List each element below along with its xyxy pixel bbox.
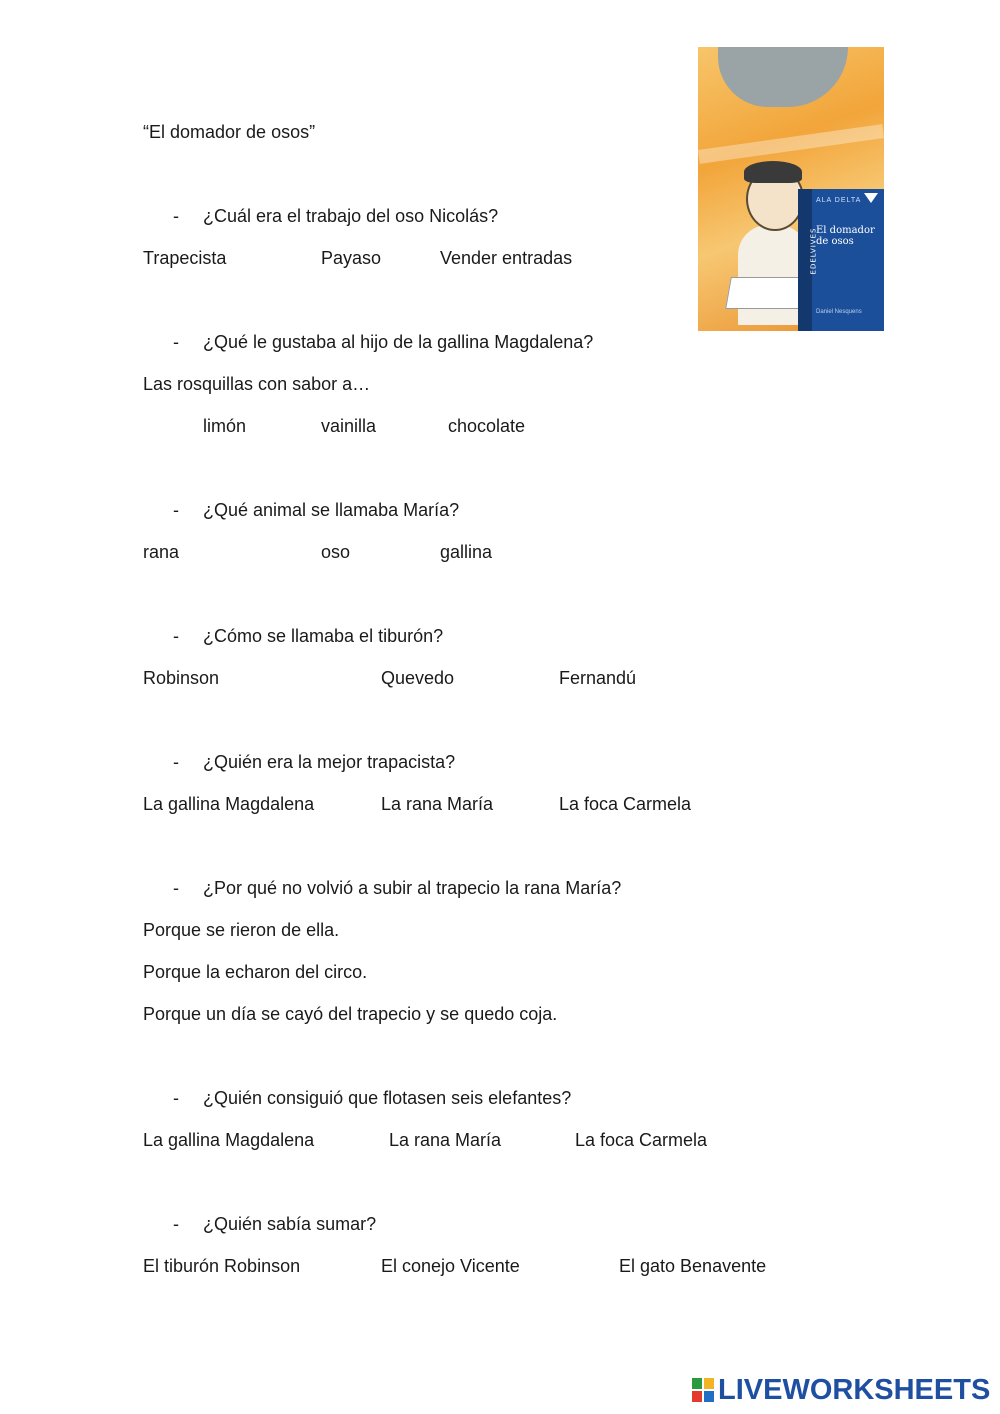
- option-5b[interactable]: La rana María: [381, 794, 494, 814]
- question-2: ¿Qué le gustaba al hijo de la gallina Magdalena?: [203, 332, 594, 352]
- option-3a[interactable]: rana: [143, 542, 180, 562]
- question-8: ¿Quién sabía sumar?: [203, 1214, 377, 1234]
- option-2c[interactable]: chocolate: [448, 416, 526, 436]
- option-3c[interactable]: gallina: [440, 542, 493, 562]
- question-bullet: -: [173, 1214, 179, 1234]
- option-8a[interactable]: El tiburón Robinson: [143, 1256, 301, 1276]
- question-bullet: -: [173, 752, 179, 772]
- option-4a[interactable]: Robinson: [143, 668, 220, 688]
- option-1a[interactable]: Trapecista: [143, 248, 227, 268]
- option-7b[interactable]: La rana María: [389, 1130, 502, 1150]
- option-5c[interactable]: La foca Carmela: [559, 794, 692, 814]
- cover-publisher: EDELVIVES: [809, 227, 818, 275]
- question-3: ¿Qué animal se llamaba María?: [203, 500, 460, 520]
- page-title: “El domador de osos”: [143, 122, 316, 142]
- question-bullet: -: [173, 1088, 179, 1108]
- liveworksheets-logo-text: LIVEWORKSHEETS: [718, 1374, 991, 1406]
- question-2-lead: Las rosquillas con sabor a…: [143, 374, 371, 394]
- question-6: ¿Por qué no volvió a subir al trapecio la rana María?: [203, 878, 622, 898]
- question-bullet: -: [173, 500, 179, 520]
- question-bullet: -: [173, 878, 179, 898]
- cover-stripe: [698, 124, 884, 164]
- option-6a[interactable]: Porque se rieron de ella.: [143, 920, 340, 940]
- option-1c[interactable]: Vender entradas: [440, 248, 573, 268]
- option-6c[interactable]: Porque un día se cayó del trapecio y se quedo coja.: [143, 1004, 558, 1024]
- question-4: ¿Cómo se llamaba el tiburón?: [203, 626, 444, 646]
- cover-series: ALA DELTA: [816, 197, 862, 204]
- cover-author: Daniel Nesquens: [816, 309, 862, 315]
- option-2a[interactable]: limón: [203, 416, 247, 436]
- option-2b[interactable]: vainilla: [321, 416, 377, 436]
- option-7c[interactable]: La foca Carmela: [575, 1130, 708, 1150]
- option-5a[interactable]: La gallina Magdalena: [143, 794, 315, 814]
- cover-animal-illustration: [718, 47, 848, 107]
- question-7: ¿Quién consiguió que flotasen seis elefantes?: [203, 1088, 572, 1108]
- option-8b[interactable]: El conejo Vicente: [381, 1256, 520, 1276]
- option-4c[interactable]: Fernandú: [559, 668, 637, 688]
- question-bullet: -: [173, 626, 179, 646]
- cover-figure-hair: [744, 161, 802, 183]
- question-5: ¿Quién era la mejor trapacista?: [203, 752, 456, 772]
- book-cover-image: [698, 47, 884, 331]
- option-3b[interactable]: oso: [321, 542, 351, 562]
- cover-title: El domador de osos: [816, 225, 875, 247]
- option-8c[interactable]: El gato Benavente: [619, 1256, 767, 1276]
- option-7a[interactable]: La gallina Magdalena: [143, 1130, 315, 1150]
- question-1: ¿Cuál era el trabajo del oso Nicolás?: [203, 206, 499, 226]
- liveworksheets-logo-icon: [692, 1378, 714, 1402]
- question-bullet: -: [173, 332, 179, 352]
- series-logo-icon: [864, 193, 878, 203]
- option-6b[interactable]: Porque la echaron del circo.: [143, 962, 368, 982]
- option-1b[interactable]: Payaso: [321, 248, 382, 268]
- option-4b[interactable]: Quevedo: [381, 668, 455, 688]
- question-bullet: -: [173, 206, 179, 226]
